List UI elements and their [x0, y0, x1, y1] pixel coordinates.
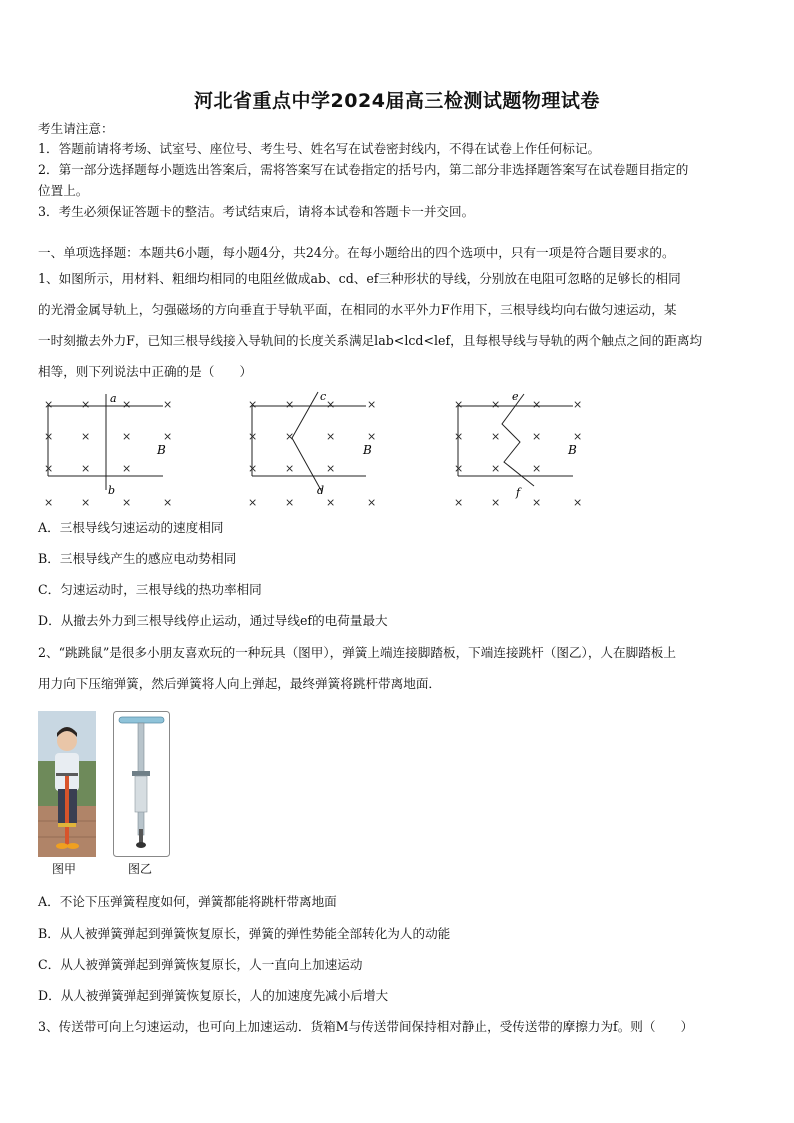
field-cross: ×	[285, 462, 295, 475]
field-cross: ×	[326, 430, 336, 443]
field-cross: ×	[81, 430, 91, 443]
label-b: b	[108, 484, 116, 497]
label-a: a	[110, 392, 117, 405]
q2-line-1: 2、“跳跳鼠”是很多小朋友喜欢玩的一种玩具（图甲），弹簧上端连接脚踏板，下端连接跳杆（图乙），人在脚踏板上	[38, 645, 676, 660]
notice-heading: 考生请注意：	[38, 121, 114, 136]
q1-figure	[30, 386, 590, 516]
field-cross: ×	[454, 496, 464, 509]
field-cross: ×	[44, 398, 54, 411]
field-cross: ×	[122, 430, 132, 443]
field-cross: ×	[44, 430, 54, 443]
q1-option-c: C．匀速运动时，三根导线的热功率相同	[38, 582, 262, 597]
field-cross: ×	[285, 398, 295, 411]
field-cross: ×	[573, 496, 583, 509]
field-cross: ×	[532, 430, 542, 443]
q3-line-1: 3、传送带可向上匀速运动，也可向上加速运动．货箱M与传送带间保持相对静止，受传送带的摩擦力为f。则（ ）	[38, 1019, 694, 1034]
field-cross: ×	[454, 430, 464, 443]
field-cross: ×	[248, 462, 258, 475]
field-cross: ×	[81, 496, 91, 509]
notice-item-2-cont: 位置上。	[38, 183, 89, 198]
field-label-1: B	[157, 443, 166, 457]
field-cross: ×	[532, 462, 542, 475]
field-cross: ×	[573, 430, 583, 443]
label-f: f	[516, 486, 521, 499]
q2-option-a: A．不论下压弹簧程度如何，弹簧都能将跳杆带离地面	[38, 894, 337, 909]
field-cross: ×	[491, 430, 501, 443]
label-d: d	[317, 484, 325, 497]
q2-option-b: B．从人被弹簧弹起到弹簧恢复原长，弹簧的弹性势能全部转化为人的动能	[38, 926, 451, 941]
section-heading: 一、单项选择题：本题共6小题，每小题4分，共24分。在每小题给出的四个选项中，只有一项是符合题目要求的。	[38, 245, 675, 260]
notice-item-3: 3．考生必须保证答题卡的整洁。考试结束后，请将本试卷和答题卡一并交回。	[38, 204, 475, 219]
field-cross: ×	[532, 398, 542, 411]
notice-item-1: 1．答题前请将考场、试室号、座位号、考生号、姓名写在试卷密封线内，不得在试卷上作任何标记。	[38, 141, 601, 156]
photo-child-pogo	[38, 711, 96, 857]
field-cross: ×	[163, 430, 173, 443]
field-cross: ×	[285, 496, 295, 509]
field-cross: ×	[367, 430, 377, 443]
field-cross: ×	[326, 496, 336, 509]
panel-cd	[252, 392, 366, 492]
field-cross: ×	[122, 496, 132, 509]
q1-option-d: D．从撤去外力到三根导线停止运动，通过导线ef的电荷量最大	[38, 613, 388, 628]
field-cross: ×	[573, 398, 583, 411]
field-cross: ×	[367, 496, 377, 509]
field-cross: ×	[367, 398, 377, 411]
field-cross: ×	[81, 462, 91, 475]
label-e: e	[512, 390, 519, 403]
field-cross: ×	[454, 462, 464, 475]
field-cross: ×	[122, 462, 132, 475]
page-title: 河北省重点中学2024届高三检测试题物理试卷	[194, 90, 600, 112]
field-cross: ×	[326, 398, 336, 411]
field-cross: ×	[44, 496, 54, 509]
field-cross: ×	[248, 496, 258, 509]
field-cross: ×	[326, 462, 336, 475]
label-c: c	[320, 390, 327, 403]
field-cross: ×	[285, 430, 295, 443]
q2-option-c: C．从人被弹簧弹起到弹簧恢复原长，人一直向上加速运动	[38, 957, 363, 972]
field-cross: ×	[248, 430, 258, 443]
panel-ef	[458, 394, 573, 486]
caption-figure-b: 图乙	[128, 862, 153, 876]
q1-line-3: 一时刻撤去外力F，已知三根导线接入导轨间的长度关系满足lab<lcd<lef，且每根导线与导轨的两个触点之间的距离均	[38, 333, 703, 348]
photo-pogo-stick	[113, 711, 170, 857]
notice-item-2: 2．第一部分选择题每小题选出答案后，需将答案写在试卷指定的括号内，第二部分非选择题答案写在试卷题目指定的	[38, 162, 689, 177]
panel-ab	[48, 394, 163, 490]
field-label-3: B	[568, 443, 577, 457]
field-cross: ×	[454, 398, 464, 411]
field-label-2: B	[363, 443, 372, 457]
field-cross: ×	[122, 398, 132, 411]
q2-line-2: 用力向下压缩弹簧，然后弹簧将人向上弹起，最终弹簧将跳杆带离地面．	[38, 676, 441, 691]
q1-line-1: 1、如图所示，用材料、粗细均相同的电阻丝做成ab、cd、ef三种形状的导线，分别放在电阻可忽略的足够长的相同	[38, 271, 681, 286]
field-cross: ×	[248, 398, 258, 411]
q1-option-a: A．三根导线匀速运动的速度相同	[38, 520, 224, 535]
field-cross: ×	[491, 496, 501, 509]
field-cross: ×	[163, 398, 173, 411]
field-cross: ×	[44, 462, 54, 475]
field-cross: ×	[532, 496, 542, 509]
q1-line-2: 的光滑金属导轨上，匀强磁场的方向垂直于导轨平面，在相同的水平外力F作用下，三根导线均向右做匀速运动，某	[38, 302, 677, 317]
field-cross: ×	[491, 398, 501, 411]
q1-line-4: 相等，则下列说法中正确的是（ ）	[38, 364, 253, 379]
q1-option-b: B．三根导线产生的感应电动势相同	[38, 551, 237, 566]
field-cross: ×	[163, 496, 173, 509]
field-cross: ×	[81, 398, 91, 411]
q2-option-d: D．从人被弹簧弹起到弹簧恢复原长，人的加速度先减小后增大	[38, 988, 389, 1003]
field-cross: ×	[491, 462, 501, 475]
caption-figure-a: 图甲	[52, 862, 77, 876]
